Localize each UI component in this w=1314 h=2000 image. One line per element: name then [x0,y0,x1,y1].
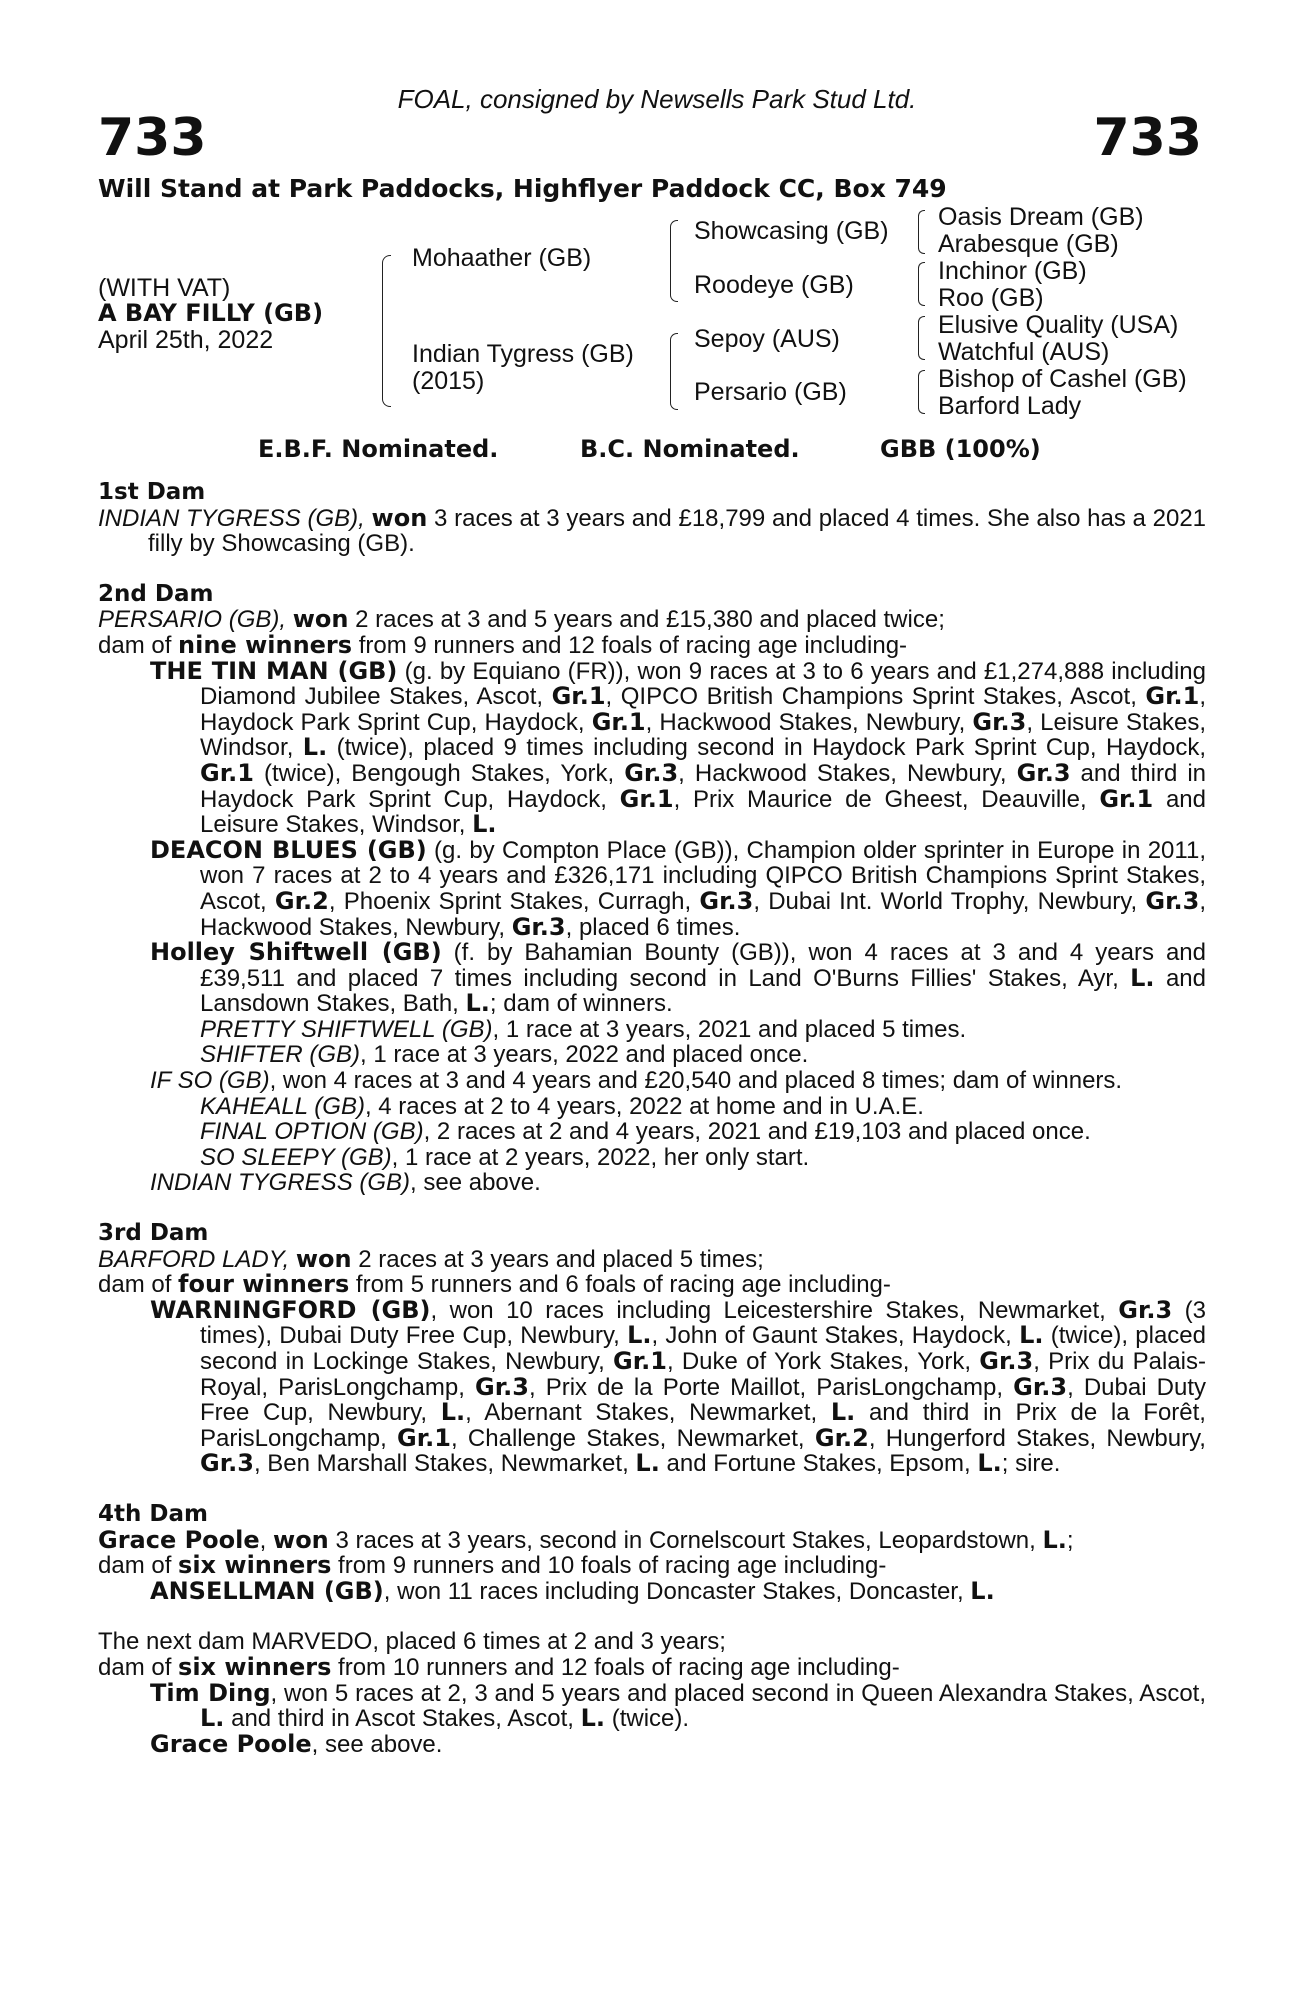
grand-offspring-shifter: SHIFTER (GB), 1 race at 3 years, 2022 and placed once. [200,1041,809,1069]
sire-dam: Roodeye (GB) [694,271,854,299]
listed-mark: L. [1042,1525,1067,1554]
sss: Oasis Dream (GB) [938,203,1144,231]
first-dam-name: INDIAN TYGRESS (GB), [98,504,365,532]
winners-count: nine winners [178,630,353,659]
third-dam-text: 2 races at 3 years and placed 5 times; [358,1245,764,1273]
offspring-grace-poole [150,1729,1206,1758]
dam-of-label: dam of [98,1552,172,1580]
dam-of-label: dam of [98,1271,172,1299]
offspring-text-3: (twice). [611,1705,690,1733]
brace-dam [670,333,678,410]
runners-text: from 9 runners and 12 foals of racing age including- [358,631,908,659]
third-dam-heading: 3rd Dam [98,1220,209,1247]
grand-offspring-kaheall: KAHEALL (GB), 4 races at 2 to 4 years, 2022 at home and in U.A.E. [200,1092,924,1120]
next-dam-line: The next dam MARVEDO, placed 6 times at 2 and 3 years; [98,1628,726,1656]
offspring-text: , won 5 races at 2, 3 and 5 years and placed second in Queen Alexandra Stakes, Ascot, [270,1679,1206,1707]
brace-dd [918,370,925,414]
dds: Bishop of Cashel (GB) [938,365,1187,393]
brace-ss [918,210,925,254]
sire-name: Mohaather (GB) [412,244,592,272]
first-dam-heading: 1st Dam [98,479,206,505]
listed-mark: L. [970,1576,995,1605]
second-dam-won: won [292,605,349,634]
next-dam-produce [98,1652,1206,1681]
offspring-text: , see above. [311,1730,443,1758]
listed-mark-2: L. [580,1704,606,1733]
foaling-date: April 25th, 2022 [98,326,274,354]
dss: Elusive Quality (USA) [938,311,1179,339]
brace-sire [670,220,678,302]
grand-offspring-final-option: FINAL OPTION (GB), 2 races at 2 and 4 years, 2021 and £19,103 and placed once. [200,1118,1091,1146]
offspring-the-tin-man: THE TIN MAN (GB) (g. by Equiano (FR)), won 9 races at 3 to 6 years and £1,274,888 including Diamond Jubilee Stakes, Ascot, Gr.1, QIPCO British Champions Sprint Stakes, Ascot, Gr.1, Haydock Park Sprint Cup, Haydock, Gr.1, Hackwood Stakes, Newbury, Gr.3, Leisure Stakes, Windsor, L. (twice), placed 9 times including second in Haydock Park Sprint Cup, Haydock, Gr.1 (twice), Bengough Stakes, York, Gr.3, Hackwood Stakes, Newbury, Gr.3 and third in Haydock Park Sprint Cup, Haydock, Gr.1, Prix Maurice de Gheest, Deauville, Gr.1 and Leisure Stakes, Windsor, L. [150,656,1207,839]
offspring-name: Tim Ding [150,1678,271,1707]
fourth-dam-heading: 4th Dam [98,1500,208,1527]
third-dam-line [98,1244,1206,1273]
dam-of-label: dam of [98,1653,172,1681]
third-dam-produce [98,1272,1206,1298]
runners-text: from 5 runners and 6 foals of racing age including- [355,1271,891,1299]
lot-number-left: 733 [98,108,207,168]
fourth-dam-won: won [273,1525,329,1554]
dsd: Watchful (AUS) [938,338,1110,366]
offspring-tim-ding [98,1678,1206,1733]
dam-dam: Persario (GB) [694,378,847,406]
lot-number-right: 733 [1093,108,1202,168]
winners-count: four winners [178,1270,350,1299]
offspring-warningford: WARNINGFORD (GB), won 10 races including Leicestershire Stakes, Newmarket, Gr.3 (3 times), Dubai Duty Free Cup, Newbury, L., John of Gaunt Stakes, Haydock, L. (twice), placed second in Lockinge Stakes, Newbury, Gr.1, Duke of York Stakes, York, Gr.3, Prix du Palais-Royal, ParisLongchamp, Gr.3, Prix de la Porte Maillot, ParisLongchamp, Gr.3, Dubai Duty Free Cup, Newbury, L., Abernant Stakes, Newmarket, L. and third in Prix de la Forêt, ParisLongchamp, Gr.1, Challenge Stakes, Newmarket, Gr.2, Hungerford Stakes, Newbury, Gr.3, Ben Marshall Stakes, Newmarket, L. and Fortune Stakes, Epsom, L.; sire. [150,1295,1207,1478]
offspring-holley-shiftwell: Holley Shiftwell (GB) (f. by Bahamian Bounty (GB)), won 4 races at 3 and 4 years and £39,511 and placed 7 times including second in Land O'Burns Fillies' Stakes, Ayr, L. and Lansdown Stakes, Bath, L.; dam of winners. [150,938,1206,1018]
second-dam-name: PERSARIO (GB), [98,606,287,634]
second-dam-produce [98,630,1206,659]
first-dam-paragraph [98,503,1207,558]
offspring-indian-tygress: INDIAN TYGRESS (GB), see above. [150,1169,541,1197]
bc-nomination: B.C. Nominated. [580,435,800,463]
stand-location: Will Stand at Park Paddocks, Highflyer Paddock CC, Box 749 [98,174,947,203]
fourth-dam-produce [98,1553,1206,1579]
offspring-text: , won 11 races including Doncaster Stakes, Doncaster, [383,1577,964,1605]
first-dam-won: won [371,503,428,532]
fourth-dam-line: Grace Poole, won 3 races at 3 years, second in Cornelscourt Stakes, Leopardstown, L.; [98,1525,1074,1554]
dam-name: Indian Tygress (GB) [412,340,634,368]
sds: Inchinor (GB) [938,257,1087,285]
dam-of-label: dam of [98,631,172,659]
lot-horse-name: A BAY FILLY (GB) [98,299,324,327]
grand-offspring-so-sleepy: SO SLEEPY (GB), 1 race at 2 years, 2022, her only start. [200,1143,810,1171]
vat-label: (WITH VAT) [98,274,231,302]
runners-text: from 10 runners and 12 foals of racing age including- [338,1653,900,1681]
offspring-if-so: IF SO (GB), won 4 races at 3 and 4 years and £20,540 and placed 8 times; dam of winners. [150,1067,1123,1095]
catalogue-body [98,480,1206,1757]
listed-mark: L. [200,1704,225,1733]
ssd: Arabesque (GB) [938,230,1119,258]
second-dam-text: 2 races at 3 and 5 years and £15,380 and placed twice; [355,606,945,634]
first-dam-text: 3 races at 3 years and £18,799 and placed 4 times. She also has a 2021 filly by Showcasing (GB). [148,504,1207,558]
offspring-name: ANSELLMAN (GB) [150,1576,384,1605]
grand-offspring-pretty-shiftwell: PRETTY SHIFTWELL (GB), 1 race at 3 years, 2021 and placed 5 times. [200,1015,967,1043]
sire-sire: Showcasing (GB) [694,217,889,245]
offspring-name: Grace Poole [150,1729,312,1758]
offspring-deacon-blues: DEACON BLUES (GB) (g. by Compton Place (GB)), Champion older sprinter in Europe in 2011, won 7 races at 2 to 4 years and £326,171 including QIPCO British Champions Sprint Stakes, Ascot, Gr.2, Phoenix Sprint Stakes, Curragh, Gr.3, Dubai Int. World Trophy, Newbury, Gr.3, Hackwood Stakes, Newbury, Gr.3, placed 6 times. [150,835,1206,941]
fourth-dam-text: 3 races at 3 years, second in Cornelscourt Stakes, Leopardstown, [335,1526,1036,1554]
second-dam-heading: 2nd Dam [98,580,214,607]
dam-year: (2015) [412,367,485,395]
ddd: Barford Lady [938,392,1082,420]
gbb-status: GBB (100%) [880,435,1041,463]
winners-count: six winners [178,1652,332,1681]
brace-main [382,255,391,407]
third-dam-won: won [295,1244,352,1273]
fourth-dam-name: Grace Poole [98,1525,260,1554]
consignor-line: FOAL, consigned by Newsells Park Stud Ltd. [397,84,917,114]
brace-ds [918,316,925,360]
runners-text: from 9 runners and 10 foals of racing age including- [338,1552,887,1580]
winners-count: six winners [178,1551,332,1580]
punct: ; [1066,1526,1074,1554]
third-dam-name: BARFORD LADY, [98,1245,290,1273]
dam-sire: Sepoy (AUS) [694,325,840,353]
brace-sd [918,262,925,306]
second-dam-line [98,607,1206,633]
sdd: Roo (GB) [938,284,1044,312]
ebf-nomination: E.B.F. Nominated. [258,435,499,463]
offspring-text-2: and third in Ascot Stakes, Ascot, [231,1705,574,1733]
offspring-ansellman [150,1576,1206,1605]
